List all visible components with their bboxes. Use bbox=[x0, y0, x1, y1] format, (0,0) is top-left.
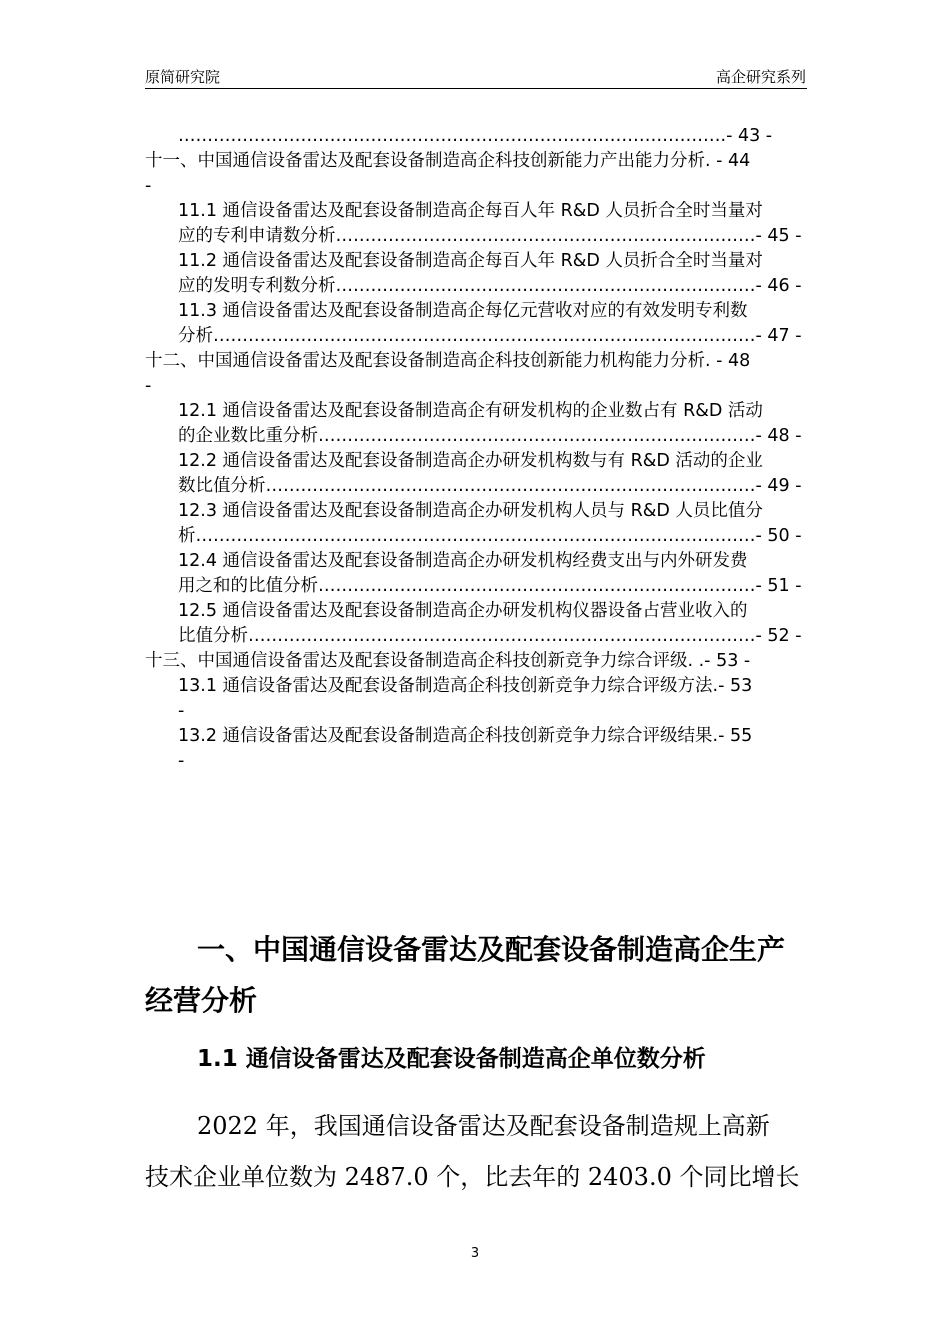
toc-entry-line[interactable]: 11.1 通信设备雷达及配套设备制造高企每百人年 R&D 人员折合全时当量对 bbox=[178, 201, 763, 221]
toc-entry-line[interactable]: 13.2 通信设备雷达及配套设备制造高企科技创新竞争力综合评级结果.- 55 bbox=[178, 726, 753, 746]
toc-entry-line[interactable]: 数比值分析…………………………………………………………………………- 49 - bbox=[178, 476, 802, 496]
toc-entry-line[interactable]: - bbox=[145, 176, 152, 196]
toc-entry-line[interactable]: 12.1 通信设备雷达及配套设备制造高企有研发机构的企业数占有 R&D 活动 bbox=[178, 401, 763, 421]
toc-entry-line[interactable]: 的企业数比重分析…………………………………………………………………- 48 - bbox=[178, 426, 802, 446]
toc-entry-line[interactable]: 11.3 通信设备雷达及配套设备制造高企每亿元营收对应的有效发明专利数 bbox=[178, 301, 748, 321]
page-number: 3 bbox=[470, 1246, 480, 1261]
toc-entry-line[interactable]: 13.1 通信设备雷达及配套设备制造高企科技创新竞争力综合评级方法.- 53 bbox=[178, 676, 753, 696]
toc-entry-line[interactable]: 分析…………………………………………………………………………………- 47 - bbox=[178, 326, 802, 346]
toc-entry-line[interactable]: - bbox=[178, 751, 185, 771]
subsection-title: 1.1 通信设备雷达及配套设备制造高企单位数分析 bbox=[197, 1046, 706, 1072]
toc-entry-line[interactable]: - bbox=[145, 376, 152, 396]
toc-entry-line[interactable]: 应的发明专利数分析………………………………………………………………- 46 - bbox=[178, 276, 802, 296]
section-title-line-2: 经营分析 bbox=[145, 984, 258, 1017]
toc-entry-line[interactable]: 用之和的比值分析…………………………………………………………………- 51 - bbox=[178, 576, 802, 596]
body-paragraph-line-1: 2022 年，我国通信设备雷达及配套设备制造规上高新 bbox=[197, 1112, 770, 1140]
toc-entry-line[interactable]: 12.4 通信设备雷达及配套设备制造高企办研发机构经费支出与内外研发费 bbox=[178, 551, 748, 571]
toc-entry-line[interactable]: ………………………………………………………………………………….- 43 - bbox=[178, 126, 773, 146]
header-series: 高企研究系列 bbox=[715, 68, 806, 86]
toc-entry-line[interactable]: - bbox=[178, 701, 185, 721]
toc-entry-line[interactable]: 析……………………………………………………………………………………- 50 - bbox=[178, 526, 802, 546]
header-divider bbox=[145, 88, 807, 89]
toc-entry-line[interactable]: 应的专利申请数分析………………………………………………………………- 45 - bbox=[178, 226, 802, 246]
body-paragraph-line-2: 技术企业单位数为 2487.0 个，比去年的 2403.0 个同比增长 bbox=[145, 1163, 800, 1191]
toc-entry-line[interactable]: 十一、中国通信设备雷达及配套设备制造高企科技创新能力产出能力分析. - 44 bbox=[145, 151, 751, 171]
toc-entry-line[interactable]: 12.2 通信设备雷达及配套设备制造高企办研发机构数与有 R&D 活动的企业 bbox=[178, 451, 763, 471]
toc-entry-line[interactable]: 十二、中国通信设备雷达及配套设备制造高企科技创新能力机构能力分析. - 48 bbox=[145, 351, 751, 371]
toc-entry-line[interactable]: 12.3 通信设备雷达及配套设备制造高企办研发机构人员与 R&D 人员比值分 bbox=[178, 501, 763, 521]
toc-entry-line[interactable]: 比值分析……………………………………………………………………………- 52 - bbox=[178, 626, 802, 646]
toc-entry-line[interactable]: 12.5 通信设备雷达及配套设备制造高企办研发机构仪器设备占营业收入的 bbox=[178, 601, 748, 621]
toc-entry-line[interactable]: 11.2 通信设备雷达及配套设备制造高企每百人年 R&D 人员折合全时当量对 bbox=[178, 251, 763, 271]
header-publisher: 原简研究院 bbox=[145, 68, 221, 86]
section-title-line-1: 一、中国通信设备雷达及配套设备制造高企生产 bbox=[197, 933, 786, 966]
toc-entry-line[interactable]: 十三、中国通信设备雷达及配套设备制造高企科技创新竞争力综合评级. .- 53 - bbox=[145, 651, 751, 671]
